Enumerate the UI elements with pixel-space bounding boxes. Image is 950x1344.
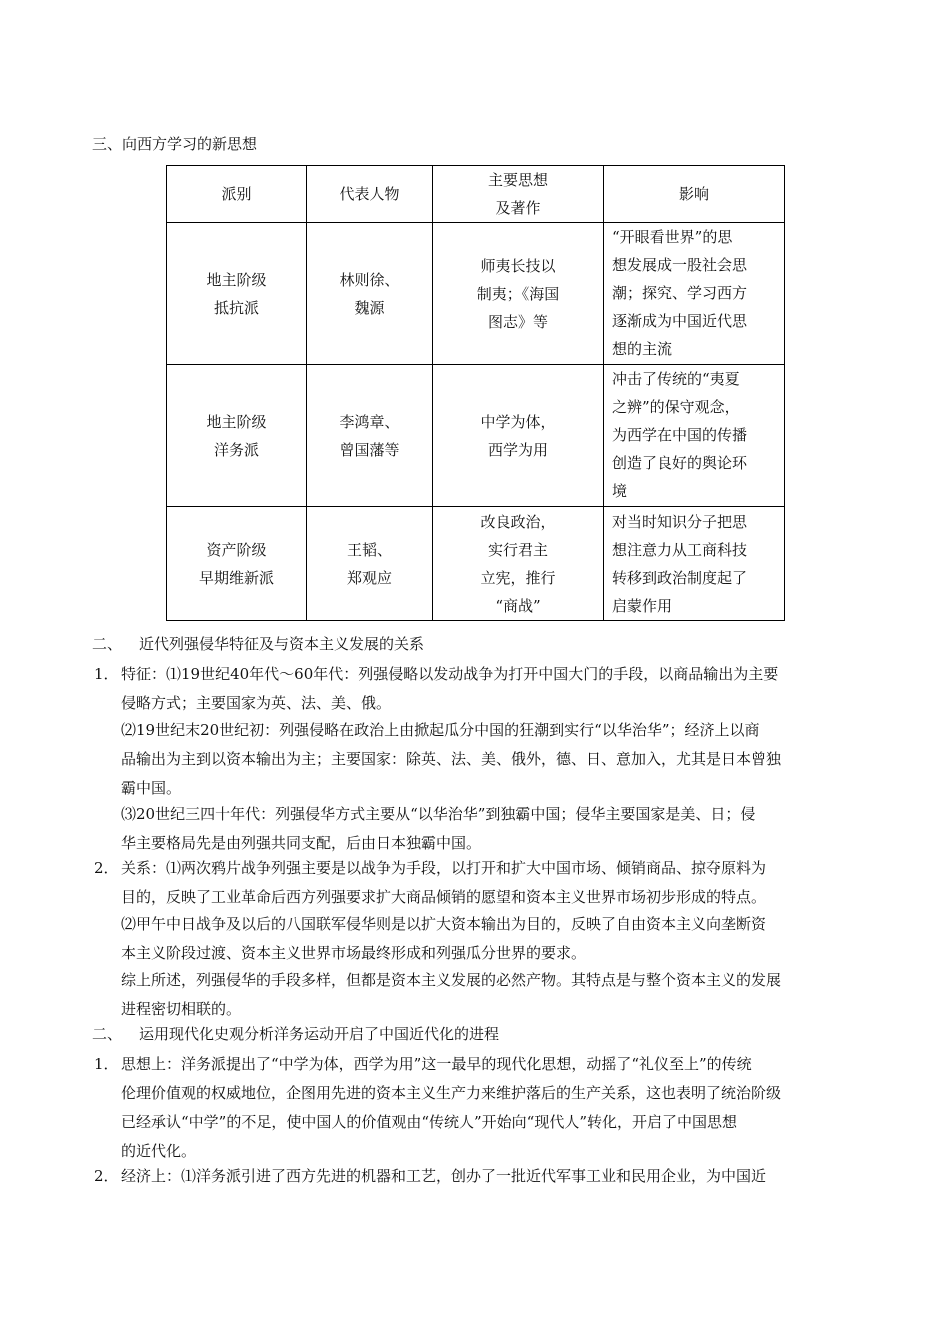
- table-row: [167, 365, 785, 507]
- item-text: 经济上：⑴洋务派引进了西方先进的机器和工艺，创办了一批近代军事工业和民用企业，为中国近: [121, 1167, 767, 1185]
- header-faction: 派别: [167, 166, 307, 223]
- cell-faction: 资产阶级 早期维新派: [167, 507, 307, 621]
- item-number: 2．: [94, 859, 119, 877]
- item-number: 1．: [94, 1055, 119, 1073]
- section-b-heading: [92, 1024, 499, 1044]
- cell-faction: 地主阶级 抵抗派: [167, 223, 307, 365]
- cell-faction: 地主阶级 洋务派: [167, 365, 307, 507]
- ideas-table: [166, 165, 785, 621]
- list-item: [94, 854, 874, 912]
- cell-thought: 师夷长技以 制夷；《海国 图志》等: [433, 223, 604, 365]
- section-b-number: 二、: [92, 1025, 123, 1043]
- cell-thought: 中学为体， 西学为用: [433, 365, 604, 507]
- cell-influence: 对当时知识分子把思 想注意力从工商科技 转移到政治制度起了 启蒙作用: [604, 507, 785, 621]
- section-a-title: 近代列强侵华特征及与资本主义发展的关系: [139, 635, 425, 653]
- paragraph: 综上所述，列强侵华的手段多样，但都是资本主义发展的必然产物。其特点是与整个资本主义的发展 进程密切相联的。: [121, 971, 782, 1018]
- table-header-row: [167, 166, 785, 223]
- paragraph: ⑵甲午中日战争及以后的八国联军侵华则是以扩大资本输出为目的，反映了自由资本主义向垄断资 本主义阶段过渡、资本主义世界市场最终形成和列强瓜分世界的要求。: [121, 915, 767, 962]
- section-b-title: 运用现代化史观分析洋务运动开启了中国近代化的进程: [139, 1025, 500, 1043]
- list-item: [94, 1050, 874, 1166]
- item-number: 1．: [94, 665, 119, 683]
- list-item: [94, 660, 874, 718]
- header-people: 代表人物: [307, 166, 433, 223]
- item-text: 关系：⑴两次鸦片战争列强主要是以战争为手段，以打开和扩大中国市场、倾销商品、掠夺原料为 目的，反映了工业革命后西方列强要求扩大商品倾销的愿望和资本主义世界市场初步形成的特点。: [121, 859, 767, 906]
- cell-people: 林则徐、 魏源: [307, 223, 433, 365]
- table-row: [167, 507, 785, 621]
- cell-influence: “开眼看世界”的思 想发展成一股社会思 潮；探究、学习西方 逐渐成为中国近代思 想的主流: [604, 223, 785, 365]
- section3-title: 三、向西方学习的新思想: [92, 135, 258, 153]
- paragraph: ⑵19世纪末20世纪初：列强侵略在政治上由掀起瓜分中国的狂潮到实行“以华治华”；经济上以商 品输出为主到以资本输出为主；主要国家：除英、法、美、俄外，德、日、意加入，尤其是日本曾独 霸中国。: [121, 721, 782, 797]
- section-a-number: 二、: [92, 635, 123, 653]
- item-text: 思想上：洋务派提出了“中学为体，西学为用”这一最早的现代化思想，动摇了“礼仪至上”的传统 伦理价值观的权威地位，企图用先进的资本主义生产力来维护落后的生产关系，这也表明了统治阶级 已经承认“中学”的不足，使中国人的价值观由“传统人”开始向“现代人”转化，开启了中国思想 的近代化。: [121, 1055, 782, 1160]
- paragraph: ⑶20世纪三四十年代：列强侵华方式主要从“以华治华”到独霸中国；侵华主要国家是美、日；侵 华主要格局先是由列强共同支配，后由日本独霸中国。: [121, 805, 756, 852]
- table-row: [167, 223, 785, 365]
- list-item: [94, 1162, 874, 1191]
- item-number: 2．: [94, 1167, 119, 1185]
- cell-people: 王韬、 郑观应: [307, 507, 433, 621]
- header-thought: 主要思想 及著作: [433, 166, 604, 223]
- cell-people: 李鸿章、 曾国藩等: [307, 365, 433, 507]
- header-influence: 影响: [604, 166, 785, 223]
- section-a-heading: [92, 634, 424, 654]
- cell-influence: 冲击了传统的“夷夏 之辨”的保守观念， 为西学在中国的传播 创造了良好的舆论环 境: [604, 365, 785, 507]
- item-text: 特征：⑴19世纪40年代～60年代：列强侵略以发动战争为打开中国大门的手段，以商品输出为主要 侵略方式；主要国家为英、法、美、俄。: [121, 665, 779, 712]
- cell-thought: 改良政治， 实行君主 立宪，推行 “商战”: [433, 507, 604, 621]
